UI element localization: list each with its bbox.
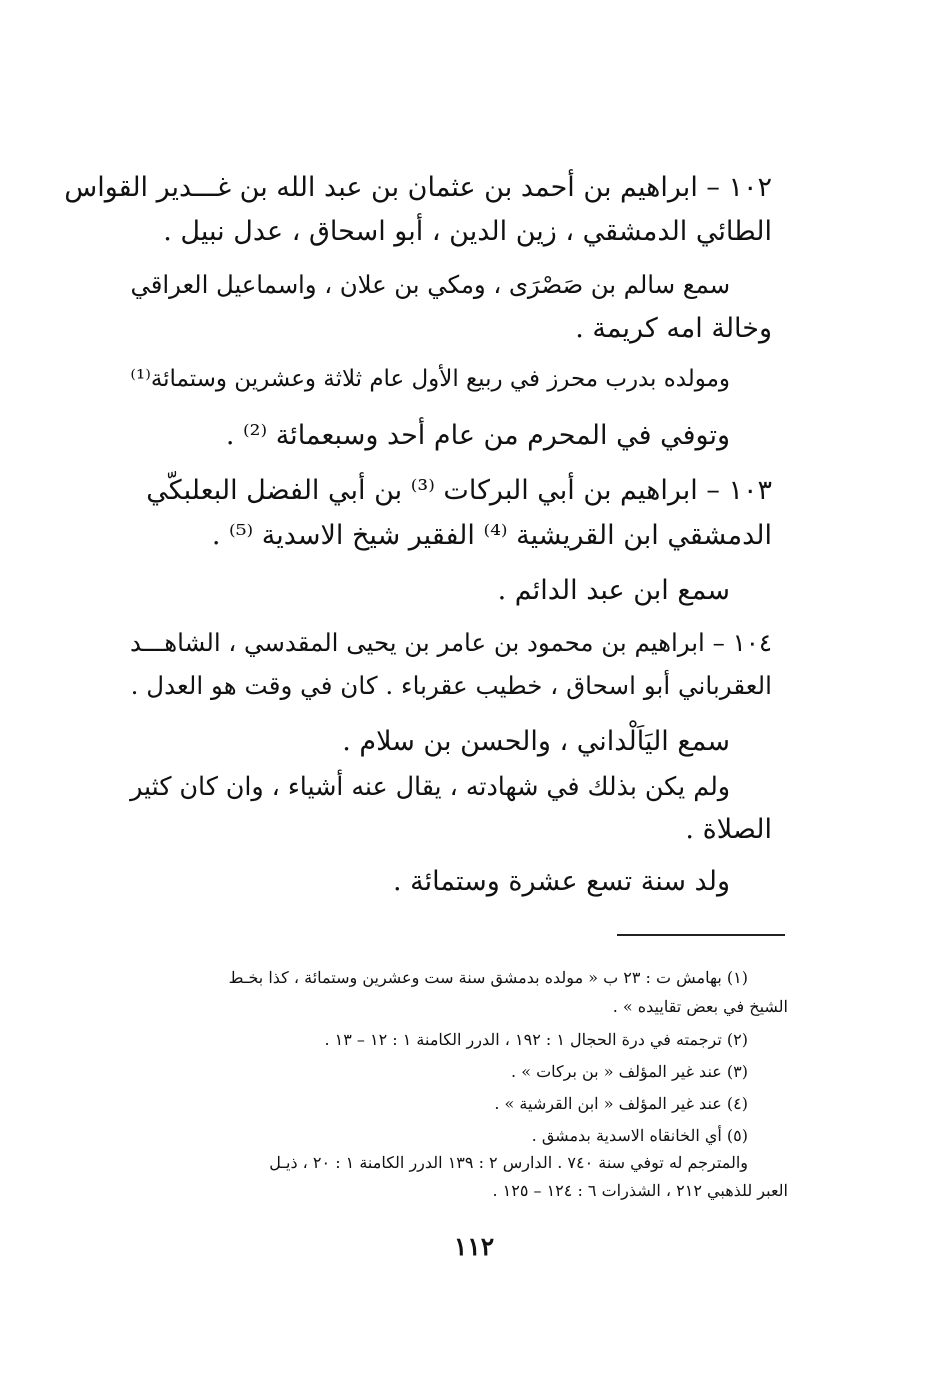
- page-number: ١١٢: [453, 1232, 495, 1261]
- entry-102-heading-line-1: ١٠٢ – ابراهيم بن أحمد بن عثمان بن عبد الله بن غـــدير القواس: [64, 172, 772, 203]
- entry-102-paragraph-1-line-2: وخالة امه كريمة .: [575, 313, 772, 344]
- entry-104-paragraph-2-line-2: الصلاة .: [685, 814, 772, 845]
- entry-104-paragraph-1: سمع اليَاَلْداني ، والحسن بن سلام .: [342, 726, 730, 757]
- entry-103-paragraph-1: سمع ابن عبد الدائم .: [497, 575, 730, 606]
- footnote-5-note-line-1: والمترجم له توفي سنة ٧٤٠ . الدارس ٢ : ١٣٩ الدرر الكامنة ١ : ٢٠ ، ذيـل: [269, 1153, 748, 1172]
- footnote-4: (٤) عند غير المؤلف « ابن القرشية » .: [494, 1094, 748, 1113]
- footnote-2: (٢) ترجمته في درة الحجال ١ : ١٩٢ ، الدرر الكامنة ١ : ١٢ – ١٣ .: [324, 1030, 748, 1049]
- entry-103-heading-line-1: ١٠٣ – ابراهيم بن أبي البركات ⁽³⁾ بن أبي الفضل البعلبكّي: [146, 475, 772, 506]
- entry-104-paragraph-3: ولد سنة تسع عشرة وستمائة .: [392, 866, 730, 897]
- entry-102-paragraph-1-line-1: سمع سالم بن صَصْرَى ، ومكي بن علان ، واسماعيل العراقي: [130, 270, 730, 299]
- entry-102-paragraph-2: ومولده بدرب محرز في ربيع الأول عام ثلاثة وعشرين وستمائة⁽¹⁾: [130, 366, 730, 392]
- footnote-3: (٣) عند غير المؤلف « بن بركات » .: [511, 1062, 748, 1081]
- footnote-5: (٥) أي الخانقاه الاسدية بدمشق .: [531, 1126, 748, 1145]
- entry-104-paragraph-2-line-1: ولم يكن بذلك في شهادته ، يقال عنه أشياء ، وان كان كثير: [130, 772, 730, 801]
- entry-103-heading-line-2: الدمشقي ابن القريشية ⁽⁴⁾ الفقير شيخ الاسدية ⁽⁵⁾ .: [211, 520, 772, 551]
- footnote-5-note-line-2: العبر للذهبي ٢١٢ ، الشذرات ٦ : ١٢٤ – ١٢٥ .: [492, 1181, 788, 1200]
- entry-104-heading-line-2: العقرباني أبو اسحاق ، خطيب عقرباء . كان في وقت هو العدل .: [130, 671, 772, 700]
- footnote-separator: [617, 934, 785, 936]
- footnote-1-line-2: الشيخ في بعض تقاييده » .: [612, 997, 788, 1016]
- entry-102-paragraph-3: وتوفي في المحرم من عام أحد وسبعمائة ⁽²⁾ .: [225, 420, 730, 451]
- entry-104-heading-line-1: ١٠٤ – ابراهيم بن محمود بن عامر بن يحيى المقدسي ، الشاهـــد: [129, 628, 772, 657]
- entry-102-heading-line-2: الطائي الدمشقي ، زين الدين ، أبو اسحاق ، عدل نبيل .: [163, 216, 772, 247]
- footnote-1-line-1: (١) بهامش ت : ٢٣ ب « مولده بدمشق سنة ست وعشرين وستمائة ، كذا بخـط: [228, 968, 748, 987]
